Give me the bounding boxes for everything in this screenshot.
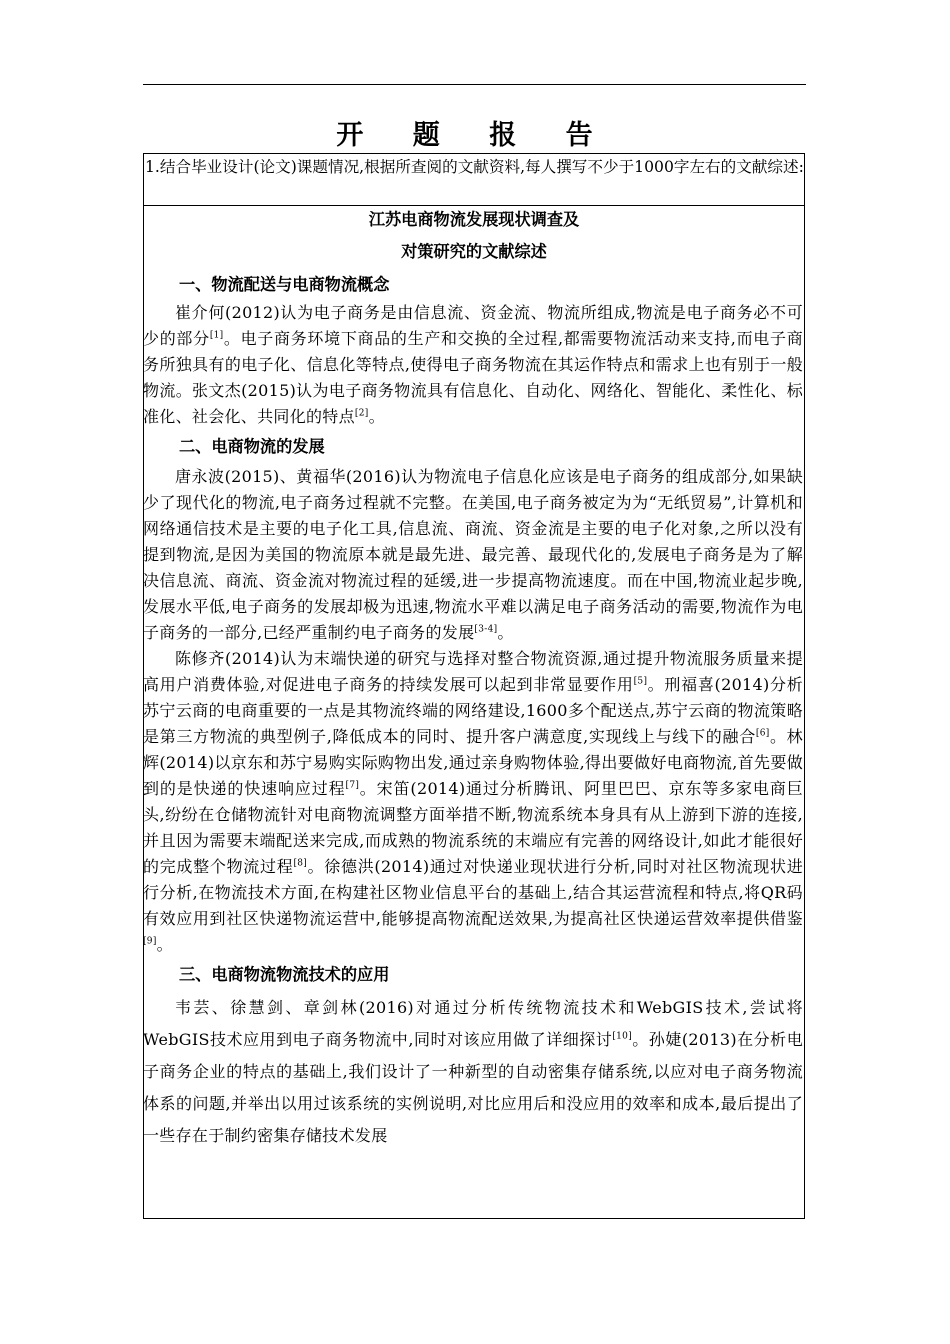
paragraph-text: 。 bbox=[497, 623, 514, 642]
review-paragraph bbox=[143, 464, 805, 646]
section-heading: 二、电商物流的发展 bbox=[179, 437, 325, 456]
literature-review bbox=[143, 206, 805, 1152]
paragraph-text: 唐永波(2015)、黄福华(2016)认为物流电子信息化应该是电子商务的组成部分,如果缺少了现代化的物流,电子商务过程就不完整。在美国,电子商务被定为为“无纸贸易”,计算机和网络通信技术是主要的电子化工具,信息流、商流、资金流是主要的电子化对象,之所以没有提到物流,是因为美国的物流原本就是最先进、最完善、最现代化的,发展电子商务是为了解决信息流、商流、资金流对物流过程的延缓,进一步提高物流速度。而在中国,物流业起步晚,发展水平低,电子商务的发展却极为迅速,物流水平难以满足电子商务活动的需要,物流作为电子商务的一部分,已经严重制约电子商务的发展 bbox=[143, 467, 803, 642]
paragraph-text: 。孙婕(2013)在分析电子商务企业的特点的基础上,我们设计了一种新型的自动密集存储系统,以应对电子商务物流体系的问题,并举出以用过该系统的实例说明,对比应用后和没应用的效率和成本,最后提出了一些存在于制约密集存储技术发展 bbox=[143, 1030, 803, 1145]
paragraph-text: 。 bbox=[156, 935, 173, 954]
review-title-line-2: 对策研究的文献综述 bbox=[401, 242, 547, 261]
citation-ref: [5] bbox=[633, 676, 648, 687]
citation-ref: [7] bbox=[345, 780, 360, 791]
citation-ref: [10] bbox=[612, 1031, 633, 1042]
paragraph-text: 。 bbox=[368, 407, 385, 426]
review-paragraph bbox=[143, 300, 805, 430]
paragraph-text: 。电子商务环境下商品的生产和交换的全过程,都需要物流活动来支持,而电子商务所独具有的电子化、信息化等特点,使得电子商务物流在其运作特点和需求上也有别于一般物流。张文杰(2015)认为电子商务物流具有信息化、自动化、网络化、智能化、柔性化、标准化、社会化、共同化的特点 bbox=[143, 329, 803, 426]
paragraph-text: 陈修齐(2014)认为末端快递的研究与选择对整合物流资源,通过提升物流服务质量来提高用户消费体验,对促进电子商务的持续发展可以起到非常显要作用 bbox=[143, 649, 803, 694]
paragraph-text: 韦芸、徐慧剑、章剑林(2016)对通过分析传统物流技术和WebGIS技术,尝试将WebGIS技术应用到电子商务物流中,同时对该应用做了详细探讨 bbox=[143, 998, 803, 1049]
citation-ref: [9] bbox=[143, 936, 157, 947]
citation-ref: [8] bbox=[293, 858, 308, 869]
citation-ref: [2] bbox=[354, 408, 369, 419]
header-rule bbox=[143, 84, 806, 85]
page-title: 开 题 报 告 bbox=[336, 120, 613, 151]
paragraph-text: 。林辉(2014)以京东和苏宁易购实际购物出发,通过亲身购物体验,得出要做好电商物流,首先要做到的是快递的快速响应过程 bbox=[143, 727, 803, 798]
prompt-text: 1.结合毕业设计(论文)课题情况,根据所查阅的文献资料,每人撰写不少于1000字左右的文献综述: bbox=[145, 158, 804, 176]
review-paragraph bbox=[143, 992, 805, 1152]
review-title-line-1: 江苏电商物流发展现状调查及 bbox=[368, 210, 580, 229]
paragraph-text: 。刑福喜(2014)分析苏宁云商的电商重要的一点是其物流终端的网络建设,1600多个配送点,苏宁云商的物流策略是第三方物流的典型例子,降低成本的同时、提升客户满意度,实现线上与线下的融合 bbox=[143, 675, 803, 746]
review-paragraph bbox=[143, 646, 805, 958]
paragraph-text: 崔介何(2012)认为电子商务是由信息流、资金流、物流所组成,物流是电子商务必不可少的部分 bbox=[143, 303, 803, 348]
review-sections bbox=[143, 270, 805, 1152]
citation-ref: [1] bbox=[209, 330, 224, 341]
citation-ref: [6] bbox=[755, 728, 770, 739]
section-heading: 三、电商物流物流技术的应用 bbox=[179, 965, 390, 984]
citation-ref: [3-4] bbox=[474, 624, 498, 635]
paragraph-text: 。徐德洪(2014)通过对快递业现状进行分析,同时对社区物流现状进行分析,在物流技术方面,在构建社区物业信息平台的基础上,结合其运营流程和特点,将QR码有效应用到社区快递物流运营中,能够提高物流配送效果,为提高社区快递运营效率提供借鉴 bbox=[143, 857, 803, 928]
section-heading: 一、物流配送与电商物流概念 bbox=[179, 275, 390, 294]
paragraph-text: 。宋笛(2014)通过分析腾讯、阿里巴巴、京东等多家电商巨头,纷纷在仓储物流针对电商物流调整方面举措不断,物流系统本身具有从上游到下游的连接,并且因为需要末端配送来完成,而成熟的物流系统的末端应有完善的网络设计,如此才能很好的完成整个物流过程 bbox=[143, 779, 803, 876]
